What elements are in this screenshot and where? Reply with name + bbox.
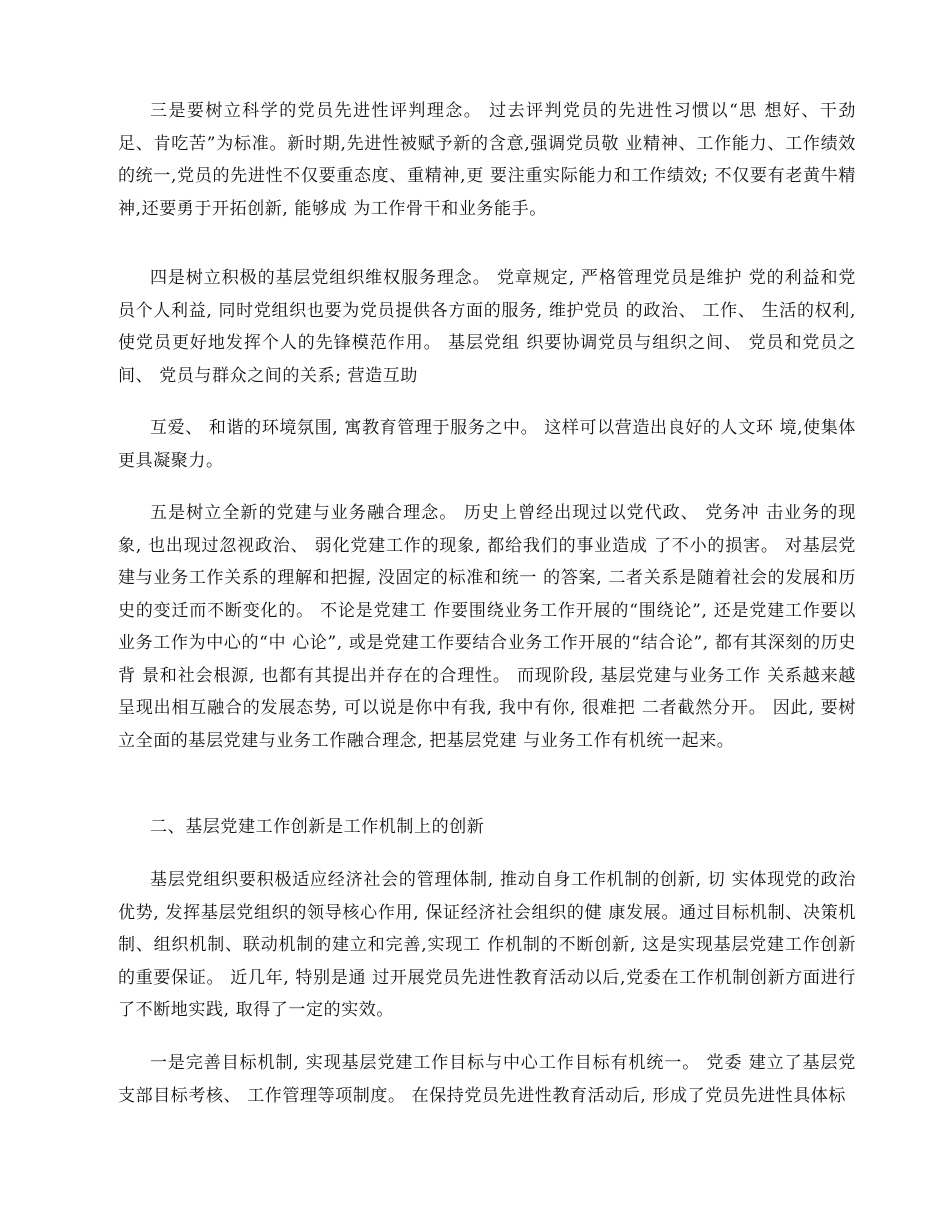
- paragraph-integration-concept: 五是树立全新的党建与业务融合理念。 历史上曾经出现过以党代政、 党务冲 击业务的现象, 也出现过忽视政治、 弱化党建工作的现象, 都给我们的事业造成 了不小的损害。 对基层党建与业务工作关系的理解和把握, 没固定的标准和统一 的答案, 二者关系是随着社会的发展和历史的变迁而不断变化的。 不论是党建工 作要围绕业务工作开展的“围绕论”, 还是党建工作要以业务工作为中心的“中 心论”, 或是党建工作要结合业务工作开展的“结合论”, 都有其深刻的历史背 景和社会根源, 也都有其提出并存在的合理性。 而现阶段, 基层党建与业务工作 关系越来越呈现出相互融合的发展态势, 可以说是你中有我, 我中有你, 很难把 二者截然分开。 因此, 要树立全面的基层党建与业务工作融合理念, 把基层党建 与业务工作有机统一起来。: [118, 503, 856, 751]
- paragraph-evaluation-concept: 三是要树立科学的党员先进性评判理念。 过去评判党员的先进性习惯以“思 想好、干劲足、肯吃苦”为标准。新时期,先进性被赋予新的含意,强调党员敬 业精神、工作能力、工作绩效的统一,党员的先进性不仅要重态度、重精神,更 要注重实际能力和工作绩效; 不仅要有老黄牛精神,还要勇于开拓创新, 能够成 为工作骨干和业务能手。: [118, 101, 856, 219]
- paragraph-target-mechanism: 一是完善目标机制, 实现基层党建工作目标与中心工作目标有机统一。 党委 建立了基层党支部目标考核、 工作管理等项制度。 在保持党员先进性教育活动后, 形成了党员先进性具体标: [118, 1053, 856, 1106]
- paragraph-mechanism-innovation: 基层党组织要积极适应经济社会的管理体制, 推动自身工作机制的创新, 切 实体现党的政治优势, 发挥基层党组织的领导核心作用, 保证经济社会组织的健 康发展。通过目标机制、决策机制、组织机制、联动机制的建立和完善,实现工 作机制的不断创新, 这是实现基层党建工作创新的重要保证。 近几年, 特别是通 过开展党员先进性教育活动以后,党委在工作机制创新方面进行了不断地实践, 取得了一定的实效。: [118, 870, 856, 1020]
- paragraph-harmony-environment: 互爱、 和谐的环境氛围, 寓教育管理于服务之中。 这样可以营造出良好的人文环 境,使集体更具凝聚力。: [118, 418, 856, 471]
- section-heading-mechanism-innovation: 二、基层党建工作创新是工作机制上的创新: [150, 817, 485, 837]
- paragraph-rights-service-concept: 四是树立积极的基层党组织维权服务理念。 党章规定, 严格管理党员是维护 党的利益和党员个人利益, 同时党组织也要为党员提供各方面的服务, 维护党员 的政治、 工作、 生活的权利, 使党员更好地发挥个人的先锋模范作用。 基层党组 织要协调党员与组织之间、 党员和党员之间、 党员与群众之间的关系; 营造互助: [118, 268, 856, 386]
